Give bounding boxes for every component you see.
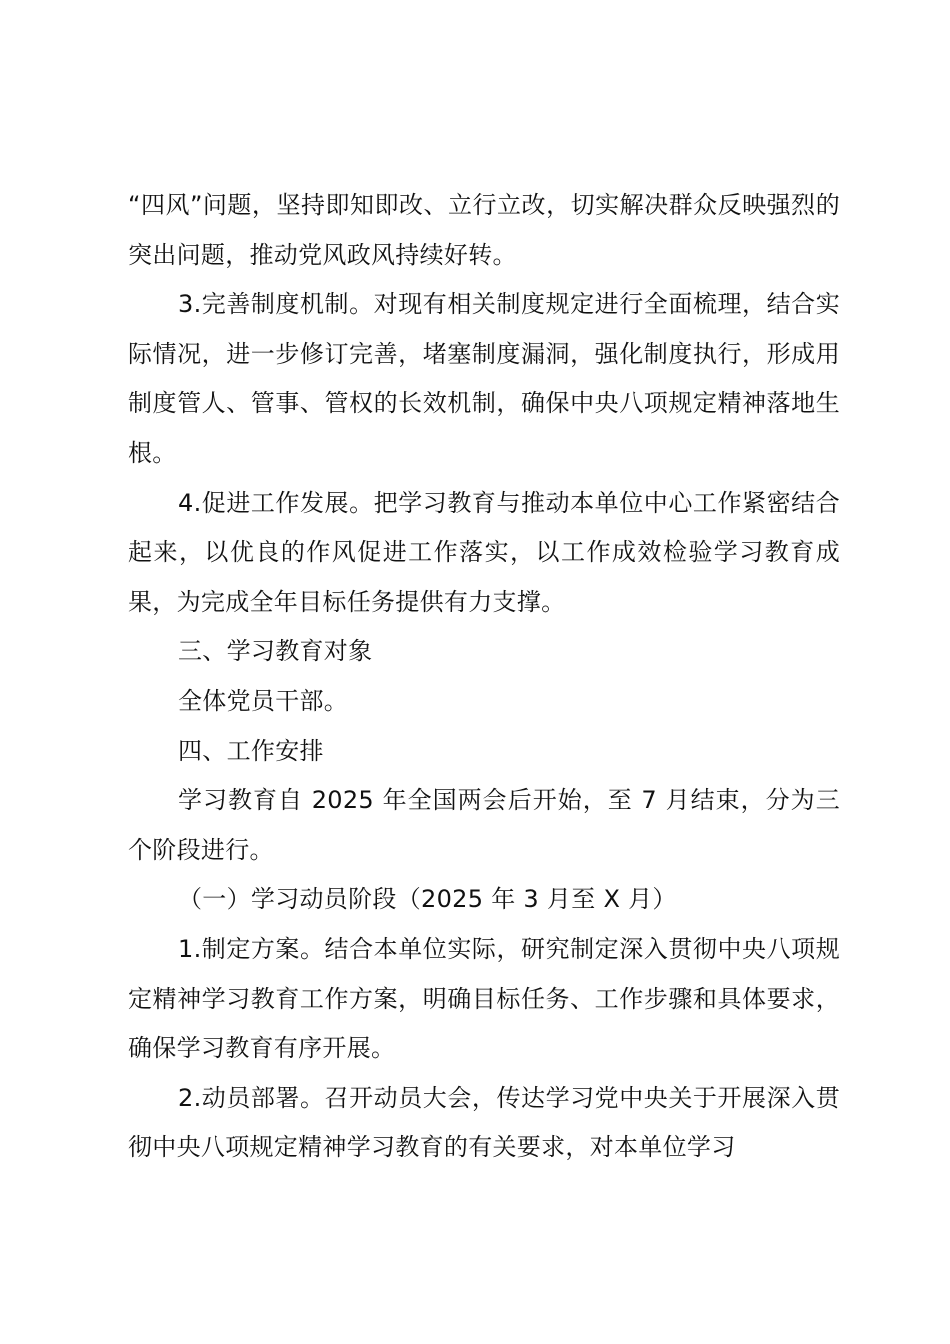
paragraph-mobilization-deployment: 2.动员部署。召开动员大会，传达学习党中央关于开展深入贯彻中央八项规定精神学习教育的有关要求，对本单位学习 <box>128 1083 840 1162</box>
section-heading-work-arrangement: 四、工作安排 <box>178 736 324 765</box>
paragraph-improve-system: 3.完善制度机制。对现有相关制度规定进行全面梳理，结合实际情况，进一步修订完善，堵塞制度漏洞，强化制度执行，形成用制度管人、管事、管权的长效机制，确保中央八项规定精神落地生根。 <box>128 290 840 467</box>
paragraph-make-plan: 1.制定方案。结合本单位实际，研究制定深入贯彻中央八项规定精神学习教育工作方案，明确目标任务、工作步骤和具体要求，确保学习教育有序开展。 <box>128 934 840 1063</box>
subsection-heading-mobilization-stage: （一）学习动员阶段（2025 年 3 月至 X 月） <box>178 885 677 914</box>
paragraph-continuation: “四风”问题，坚持即知即改、立行立改，切实解决群众反映强烈的突出问题，推动党风政风持续好转。 <box>128 191 840 269</box>
paragraph-schedule: 学习教育自 2025 年全国两会后开始，至 7 月结束，分为三个阶段进行。 <box>128 786 840 864</box>
section-heading-education-target: 三、学习教育对象 <box>178 637 373 666</box>
paragraph-all-members: 全体党员干部。 <box>178 686 349 715</box>
document-body <box>128 181 840 1173</box>
paragraph-promote-work: 4.促进工作发展。把学习教育与推动本单位中心工作紧密结合起来，以优良的作风促进工作落实，以工作成效检验学习教育成果，为完成全年目标任务提供有力支撑。 <box>128 488 840 616</box>
